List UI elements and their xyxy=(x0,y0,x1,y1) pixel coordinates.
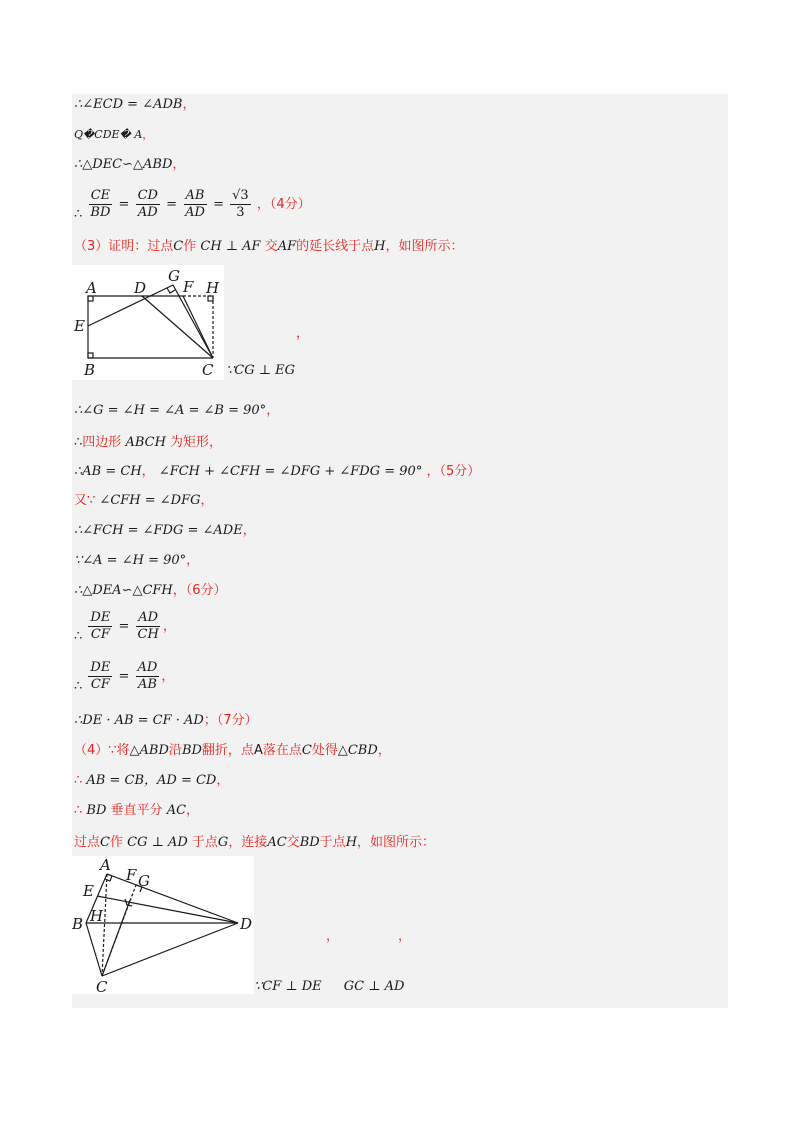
proof-line-16: （4）∵将△ABD沿BD翻折，点A落在点C处得△CBD， xyxy=(74,743,391,758)
proof-line-3: ∴△DEC∽△ABD， xyxy=(74,157,186,172)
fig1-label-F: F xyxy=(183,278,194,296)
figure-1-svg xyxy=(72,265,224,380)
proof-line-1: ∴∠ECD = ∠ADB， xyxy=(74,97,196,112)
proof-line-7: ∴四边形 ABCH 为矩形， xyxy=(74,435,223,450)
proof-line-6: ∴∠G = ∠H = ∠A = ∠B = 90°， xyxy=(74,403,280,418)
proof-line-2: Q�CDE� A， xyxy=(74,128,154,141)
figure-2-comma-2: ， xyxy=(398,929,412,944)
proof-line-11: ∵∠A = ∠H = 90°， xyxy=(74,553,200,568)
fig2-edge-bc xyxy=(86,923,102,976)
proof-line-12: ∴△DEA∽△CFH，（6分） xyxy=(74,583,227,598)
fig1-label-H: H xyxy=(206,279,220,297)
fig2-label-C: C xyxy=(96,978,108,994)
fraction-ce-bd: $\frac{CE}{BD}$ xyxy=(90,188,111,220)
fig1-right-angle-b xyxy=(88,353,93,358)
fig2-dash-ac xyxy=(102,874,107,976)
fig1-label-E: E xyxy=(74,317,85,335)
proof-line-15: ∴DE · AB = CF · AD；（7分） xyxy=(74,713,258,728)
proof-line-10: ∴∠FCH = ∠FDG = ∠ADE， xyxy=(74,523,256,538)
fraction-de-cf: $\frac{DE}{CF}$ xyxy=(90,610,111,642)
proof-line-14: ∴ $\frac{DE}{CF}$ = $\frac{AD}{AB}$ ， xyxy=(74,660,175,694)
fig2-edge-ed xyxy=(97,896,238,923)
proof-line-9: 又∵ ∠CFH = ∠DFG， xyxy=(74,493,214,508)
fig1-right-angle-g xyxy=(167,288,175,293)
fraction-ab-ad: $\frac{AB}{AD}$ xyxy=(185,188,205,220)
proof-line-5: （3）证明：过点C作 CH ⊥ AF 交AF的延长线于点H，如图所示： xyxy=(74,239,464,254)
fig2-label-A: A xyxy=(100,856,111,874)
figure-2-comma-1: ， xyxy=(326,929,340,944)
fig1-edge-eg xyxy=(88,285,173,326)
figure-1-comma: ， xyxy=(296,326,310,341)
fraction-sqrt3-3: $\frac{√3}{3}$ xyxy=(232,188,249,220)
fig1-label-B: B xyxy=(84,361,96,379)
proof-line-4: ∴ $\frac{CE}{BD}$ = $\frac{CD}{AD}$ = $\frac{AB}{AD}$ = $\frac{√3}{3}$ ，（4分） xyxy=(74,188,311,222)
proof-line-cf-perp-de: ∵CF ⊥ DE GC ⊥ AD xyxy=(254,979,405,994)
fig2-label-B: B xyxy=(72,915,84,933)
fig1-edge-dc xyxy=(142,296,213,358)
fig2-label-G: G xyxy=(138,872,150,890)
fig1-label-C: C xyxy=(202,361,214,379)
fig1-label-A: A xyxy=(86,279,97,297)
fraction-de-cf-2: $\frac{DE}{CF}$ xyxy=(90,660,111,692)
proof-line-19: 过点C作 CG ⊥ AD 于点G，连接AC交BD于点H，如图所示： xyxy=(74,835,436,850)
fig2-label-F: F xyxy=(126,866,137,884)
fig2-label-H: H xyxy=(90,907,104,925)
figure-2-kite xyxy=(72,856,254,994)
fraction-ad-ab: $\frac{AD}{AB}$ xyxy=(137,660,158,692)
fig2-label-D: D xyxy=(240,915,253,933)
fraction-cd-ad: $\frac{CD}{AD}$ xyxy=(137,188,158,220)
fig1-label-G: G xyxy=(168,267,180,285)
proof-line-13: ∴ $\frac{DE}{CF}$ = $\frac{AD}{CH}$ ， xyxy=(74,610,176,644)
proof-line-8: ∴AB = CH， ∠FCH + ∠CFH = ∠DFG + ∠FDG = 90° ，（5分） xyxy=(74,464,481,479)
figure-1-rectangle xyxy=(72,265,224,380)
proof-line-17: ∴ AB = CB，AD = CD， xyxy=(74,773,230,788)
figure-2-svg xyxy=(72,856,254,994)
fraction-ad-ch: $\frac{AD}{CH}$ xyxy=(137,610,159,642)
fig1-edge-fc xyxy=(183,296,213,358)
proof-line-cg-perp-eg: ∵CG ⊥ EG xyxy=(226,363,295,378)
fig2-label-E: E xyxy=(83,882,94,900)
proof-line-18: ∴ BD 垂直平分 AC， xyxy=(74,803,200,818)
fig2-edge-cd xyxy=(102,923,238,976)
fig1-label-D: D xyxy=(134,279,147,297)
